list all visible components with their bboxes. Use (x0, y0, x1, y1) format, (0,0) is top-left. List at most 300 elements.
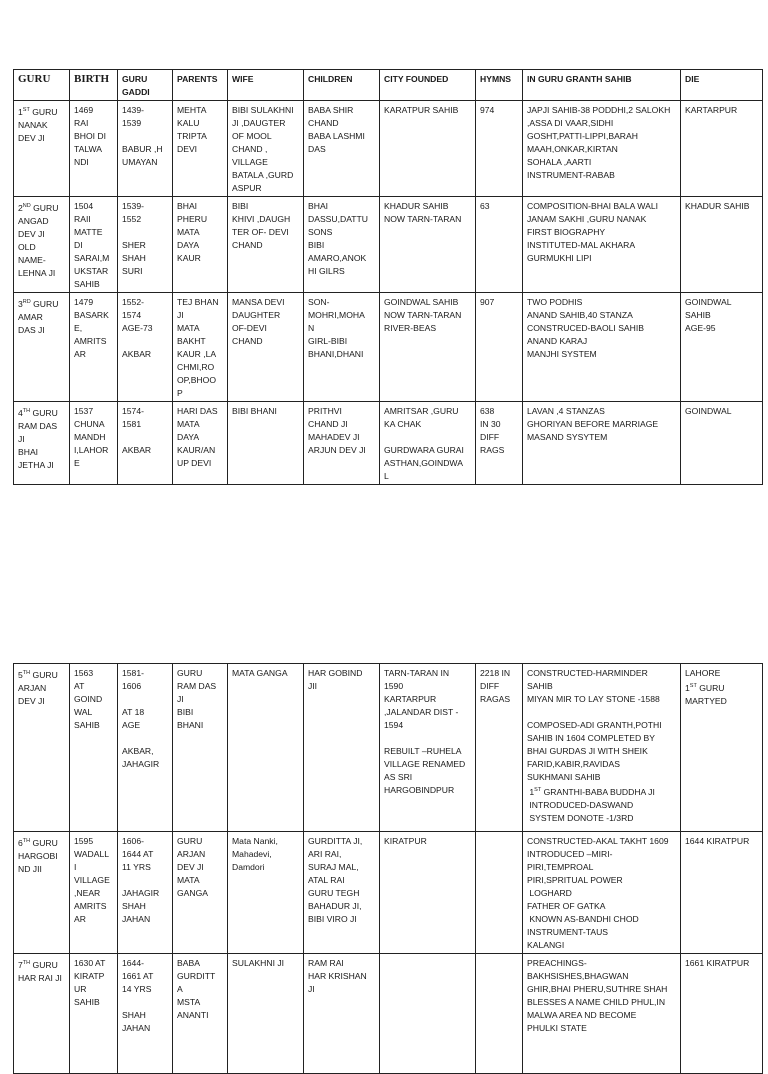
cell-text-line: SHAH (122, 253, 146, 263)
cell-text-line: UP DEVI (177, 458, 212, 468)
cell-text-line: ARJUN DEV JI (308, 445, 366, 455)
cell-text-line: SON- (308, 297, 330, 307)
cell-text-line: AKBAR (122, 349, 152, 359)
cell-text-line: 1563 (74, 668, 94, 678)
header-cell (476, 70, 523, 101)
cell-text-line: INTRODUCED –MIRI- (527, 849, 613, 859)
table-cell (70, 101, 118, 197)
cell-text-line: DIE (685, 74, 700, 84)
cell-text-line: SURAJ MAL, (308, 862, 359, 872)
table-row (14, 832, 763, 954)
cell-text-line: NANAK (18, 119, 48, 130)
table-cell (681, 197, 763, 293)
cell-text-line: TRIPTA (177, 131, 207, 141)
cell-text-line (384, 732, 472, 745)
cell-text-line (527, 706, 677, 719)
table-cell (118, 664, 173, 832)
cell-text-line: RAM DAS (18, 420, 58, 431)
cell-text-line: MATA (177, 419, 200, 429)
cell-text-line: MATTE (74, 227, 103, 237)
cell-text-line: 1661 KIRATPUR (685, 958, 750, 968)
table-cell (380, 832, 476, 954)
cell-text-line: HYMNS (480, 74, 512, 84)
cell-text-line: WAL (74, 707, 93, 717)
cell-text-line: IN GURU GRANTH SAHIB (527, 74, 632, 84)
cell-text-line: SYSTEM DONOTE -1/3RD (527, 812, 634, 823)
table-cell (380, 197, 476, 293)
cell-text-line: 1504 (74, 201, 94, 211)
cell-text-line: DEV JI (18, 228, 45, 239)
cell-text-line: MOHRI,MOHA (308, 310, 365, 320)
cell-text-line: LOGHARD (527, 888, 572, 898)
cell-text-line: MASAND SYSYTEM (527, 432, 608, 442)
cell-text-line: TER OF- DEVI (232, 227, 289, 237)
cell-text-line: JI (18, 433, 25, 444)
table-cell (118, 954, 173, 1074)
cell-text-line: SAHIB (685, 310, 711, 320)
cell-text-line (480, 835, 519, 848)
cell-text-line: BIBI BHANI (232, 406, 277, 416)
cell-text-line: 14 YRS (122, 984, 152, 994)
cell-text-line: ASPUR (232, 183, 262, 193)
cell-text-line: 974 (480, 105, 495, 115)
cell-text-line: 63 (480, 201, 490, 211)
cell-text-line: 907 (480, 297, 495, 307)
cell-text-line: COMPOSED-ADI GRANTH,POTHI (527, 720, 662, 730)
cell-text-line: BHAI GURDAS JI WITH SHEIK (527, 746, 648, 756)
cell-text-line: DEV JI (177, 862, 204, 872)
table-cell (476, 954, 523, 1074)
cell-text-line: AMRITS (74, 336, 107, 346)
cell-text-line: HI GILRS (308, 266, 345, 276)
cell-text-line: RAGS (480, 445, 505, 455)
cell-text-line: 3RD GURU (18, 298, 59, 309)
table-cell (681, 954, 763, 1074)
cell-text-line: 1630 AT (74, 958, 106, 968)
cell-text-line: MAAH,ONKAR,KIRTAN (527, 144, 618, 154)
cell-text-line: 1ST GRANTHI-BABA BUDDHA JI (527, 786, 655, 797)
cell-text-line: REBUILT –RUHELA (384, 746, 462, 756)
cell-text-line: 1661 AT (122, 971, 154, 981)
cell-text-line: GADDI (122, 87, 150, 97)
cell-text-line: RAM RAI (308, 958, 344, 968)
cell-text-line: TALWA (74, 144, 103, 154)
cell-text-line: MIYAN MIR TO LAY STONE -1588 (527, 694, 660, 704)
table-cell (173, 832, 228, 954)
table-cell (118, 293, 173, 402)
cell-text-line: 1644 KIRATPUR (685, 836, 750, 846)
cell-text-line: KIRATP (74, 971, 105, 981)
cell-text-line: SUKHMANI SAHIB (527, 772, 601, 782)
cell-text-line: BABUR ,H (122, 144, 163, 154)
table-cell (523, 101, 681, 197)
table-cell (304, 664, 380, 832)
cell-text-line: ANAND KARAJ (527, 336, 588, 346)
cell-text-line: VILLAGE RENAMED (384, 759, 466, 769)
table-cell (228, 197, 304, 293)
cell-text-line: AGE (122, 720, 141, 730)
cell-text-line: 1ST GURU (685, 682, 725, 693)
cell-text-line: AKBAR (122, 445, 152, 455)
cell-text-line: JANAM SAKHI ,GURU NANAK (527, 214, 647, 224)
cell-text-line (122, 226, 169, 239)
cell-text-line: ARI RAI, (308, 849, 342, 859)
header-cell (70, 70, 118, 101)
cell-text-line: SONS (308, 227, 333, 237)
cell-text-line (384, 431, 472, 444)
cell-text-line: SURI (122, 266, 143, 276)
cell-text-line: 1581- (122, 668, 144, 678)
cell-text-line: SOHALA ,AARTI (527, 157, 592, 167)
cell-text-line: FATHER OF GATKA (527, 901, 606, 911)
header-cell (681, 70, 763, 101)
cell-text-line: JETHA JI (18, 459, 54, 470)
cell-text-line: GURU TEGH (308, 888, 360, 898)
header-cell (228, 70, 304, 101)
cell-text-line: DEVI (177, 144, 198, 154)
cell-text-line: NOW TARN-TARAN (384, 310, 462, 320)
table-row (14, 664, 763, 832)
cell-text-line: SHAH (122, 1010, 146, 1020)
cell-text-line: CHMI,RO (177, 362, 215, 372)
cell-text-line: MANSA DEVI (232, 297, 285, 307)
table-cell (380, 101, 476, 197)
cell-text-line: MATA (177, 323, 200, 333)
cell-text-line: TWO PODHIS (527, 297, 583, 307)
guru-table-bottom (13, 663, 763, 1074)
cell-text-line: CHAND (308, 118, 339, 128)
cell-text-line: 4TH GURU (18, 407, 58, 418)
cell-text-line: ATAL RAI (308, 875, 345, 885)
table-cell (228, 293, 304, 402)
cell-text-line: SAHIB (74, 279, 100, 289)
cell-text-line: PRITHVI (308, 406, 342, 416)
cell-text-line: GURU (177, 836, 203, 846)
cell-text-line: DAS JI (18, 324, 45, 335)
cell-text-line: AKBAR, (122, 746, 154, 756)
cell-text-line: BHOI DI (74, 131, 106, 141)
cell-text-line: PHERU (177, 214, 208, 224)
cell-text-line: JI ,DAUGTER (232, 118, 286, 128)
cell-text-line: 1552 (122, 214, 142, 224)
cell-text-line: Mahadevi, (232, 849, 272, 859)
cell-text-line (480, 957, 519, 970)
cell-text-line: KA CHAK (384, 419, 422, 429)
cell-text-line: 1590 (384, 681, 404, 691)
table-cell (476, 293, 523, 402)
table-cell (476, 664, 523, 832)
cell-text-line: MSTA (177, 997, 201, 1007)
cell-text-line: VILLAGE (232, 157, 268, 167)
cell-text-line: ,NEAR (74, 888, 101, 898)
cell-text-line: OLD (18, 241, 36, 252)
cell-text-line: KARTARPUR (384, 694, 437, 704)
table-cell (14, 664, 70, 832)
cell-text-line: BLESSES A NAME CHILD PHUL,IN (527, 997, 666, 1007)
cell-text-line: 1644 AT (122, 849, 154, 859)
cell-text-line: 1574- (122, 406, 144, 416)
cell-text-line: KARTARPUR (685, 105, 738, 115)
cell-text-line: LEHNA JI (18, 267, 56, 278)
table-cell (523, 832, 681, 954)
cell-text-line: DIFF (480, 681, 500, 691)
cell-text-line: GHORIYAN BEFORE MARRIAGE (527, 419, 659, 429)
cell-text-line: HARGOBINDPUR (384, 785, 455, 795)
cell-text-line: E (74, 458, 80, 468)
cell-text-line: 2ND GURU (18, 202, 59, 213)
cell-text-line: ANAND SAHIB,40 STANZA (527, 310, 633, 320)
cell-text-line: BABA LASHMI (308, 131, 365, 141)
cell-text-line: GANGA (177, 888, 209, 898)
cell-text-line: KHADUR SAHIB (384, 201, 449, 211)
cell-text-line: BABA SHIR (308, 105, 354, 115)
cell-text-line: BIRTH (74, 73, 110, 85)
cell-text-line: GHIR,BHAI PHERU,SUTHRE SHAH (527, 984, 668, 994)
header-cell (118, 70, 173, 101)
cell-text-line: 1439- (122, 105, 144, 115)
cell-text-line: ,JALANDAR DIST - (384, 707, 459, 717)
cell-text-line: 11 YRS (122, 862, 151, 872)
cell-text-line: N (308, 323, 315, 333)
cell-text-line: GURU (18, 73, 51, 85)
cell-text-line: 1581 (122, 419, 142, 429)
cell-text-line (122, 874, 169, 887)
cell-text-line: PREACHINGS- (527, 958, 587, 968)
cell-text-line: GURDITT (177, 971, 216, 981)
cell-text-line: GIRL-BIBI (308, 336, 348, 346)
cell-text-line: AMRITSAR ,GURU (384, 406, 459, 416)
cell-text-line: GOINDWAL (685, 297, 732, 307)
cell-text-line: ND JII (18, 863, 42, 874)
cell-text-line: INSTITUTED-MAL AKHARA (527, 240, 636, 250)
table-cell (304, 197, 380, 293)
cell-text-line: HAR KRISHAN (308, 971, 367, 981)
cell-text-line: BIBI (177, 707, 194, 717)
table-cell (118, 197, 173, 293)
cell-text-line: PARENTS (177, 74, 218, 84)
cell-text-line: P (177, 388, 183, 398)
cell-text-line (122, 996, 169, 1009)
cell-text-line: I,LAHOR (74, 445, 109, 455)
cell-text-line: SAHIB (527, 681, 553, 691)
cell-text-line: INSTRUMENT-RABAB (527, 170, 615, 180)
cell-text-line: GOIND (74, 694, 103, 704)
cell-text-line (122, 693, 169, 706)
cell-text-line: JII (308, 681, 318, 691)
cell-text-line: GURMUKHI LIPI (527, 253, 592, 263)
cell-text-line: JAPJI SAHIB-38 PODDHI,2 SALOKH (527, 105, 671, 115)
cell-text-line: BIBI VIRO JI (308, 914, 357, 924)
header-cell (14, 70, 70, 101)
cell-text-line: 1595 (74, 836, 94, 846)
cell-text-line: BIBI (232, 201, 249, 211)
cell-text-line: MATA (177, 227, 200, 237)
cell-text-line: AT (74, 681, 85, 691)
cell-text-line: KAUR ,LA (177, 349, 217, 359)
table-cell (228, 954, 304, 1074)
cell-text-line: JAHAGIR (122, 888, 160, 898)
table-cell (228, 664, 304, 832)
cell-text-line: MAHADEV JI (308, 432, 360, 442)
cell-text-line: CONSTRUCTED-AKAL TAKHT 1609 (527, 836, 669, 846)
cell-text-line: HARGOBI (18, 850, 58, 861)
cell-text-line: 1644- (122, 958, 144, 968)
cell-text-line: AGE-73 (122, 323, 153, 333)
table-cell (14, 293, 70, 402)
table-cell (681, 832, 763, 954)
cell-text-line: MATA (177, 875, 200, 885)
cell-text-line: ANGAD (18, 215, 49, 226)
cell-text-line: CONSTRUCTED-HARMINDER (527, 668, 648, 678)
cell-text-line: ANANTI (177, 1010, 209, 1020)
cell-text-line: NAME- (18, 254, 46, 265)
cell-text-line: SAHIB (74, 997, 100, 1007)
table-cell (681, 101, 763, 197)
cell-text-line: Damdori (232, 862, 265, 872)
table-row (14, 293, 763, 402)
cell-text-line: GURU (122, 74, 148, 84)
cell-text-line: BHANI (177, 720, 204, 730)
cell-text-line: Mata Nanki, (232, 836, 278, 846)
table-cell (228, 832, 304, 954)
cell-text-line: NDI (74, 157, 89, 167)
cell-text-line: AMAR (18, 311, 43, 322)
cell-text-line: WADALL (74, 849, 110, 859)
cell-text-line: UR (74, 984, 87, 994)
table-cell (380, 664, 476, 832)
cell-text-line: GOINDWAL SAHIB (384, 297, 459, 307)
cell-text-line: MANDH (74, 432, 106, 442)
cell-text-line: BHAI (18, 446, 39, 457)
cell-text-line: BHANI,DHANI (308, 349, 364, 359)
cell-text-line: 1469 (74, 105, 94, 115)
cell-text-line: 1539 (122, 118, 142, 128)
cell-text-line: DAYA (177, 240, 200, 250)
cell-text-line: MATA GANGA (232, 668, 288, 678)
cell-text-line: HARI DAS (177, 406, 218, 416)
cell-text-line: GURDITTA JI, (308, 836, 363, 846)
cell-text-line: RAGAS (480, 694, 511, 704)
cell-text-line: 1594 (384, 720, 404, 730)
cell-text-line: TARN-TARAN IN (384, 668, 450, 678)
cell-text-line: 638 (480, 406, 495, 416)
cell-text-line: A (177, 984, 183, 994)
table-cell (70, 664, 118, 832)
table-cell (380, 293, 476, 402)
table-cell (70, 832, 118, 954)
table-cell (681, 664, 763, 832)
cell-text-line: RAII (74, 214, 91, 224)
cell-text-line: BASARK (74, 310, 109, 320)
cell-text-line: DEV JI (18, 695, 45, 706)
cell-text-line: ,ASSA DI VAAR,SIDHI (527, 118, 614, 128)
cell-text-line: CHUNA (74, 419, 105, 429)
cell-text-line: BIBI (308, 240, 325, 250)
table-body (14, 664, 763, 1074)
cell-text-line: PIRI,SPRITUAL POWER (527, 875, 623, 885)
table-cell (476, 101, 523, 197)
cell-text-line: SHAH (122, 901, 146, 911)
cell-text-line: PHULKI STATE (527, 1023, 587, 1033)
table-cell (304, 293, 380, 402)
header-cell (523, 70, 681, 101)
cell-text-line: FIRST BIOGRAPHY (527, 227, 606, 237)
table-row (14, 954, 763, 1074)
cell-text-line: BAKHT (177, 336, 206, 346)
table-cell (118, 101, 173, 197)
table-cell (380, 954, 476, 1074)
header-cell (380, 70, 476, 101)
cell-text-line: BAKHSISHES,BHAGWAN (527, 971, 629, 981)
table-cell (304, 832, 380, 954)
cell-text-line: BHAI (308, 201, 329, 211)
cell-text-line: 1606 (122, 681, 142, 691)
cell-text-line: HAR RAI JI (18, 972, 62, 983)
cell-text-line: JI (177, 310, 184, 320)
table-cell (70, 197, 118, 293)
cell-text-line: KALU (177, 118, 200, 128)
cell-text-line: 1537 (74, 406, 94, 416)
header-cell (173, 70, 228, 101)
cell-text-line: 1539- (122, 201, 144, 211)
table-cell (173, 197, 228, 293)
cell-text-line: OF MOOL (232, 131, 272, 141)
cell-text-line: AR (74, 914, 86, 924)
table-cell (523, 664, 681, 832)
cell-text-line: RAI (74, 118, 89, 128)
cell-text-line (384, 957, 472, 970)
cell-text-line: AS SRI (384, 772, 413, 782)
table-cell (173, 954, 228, 1074)
cell-text-line: SULAKHNI JI (232, 958, 285, 968)
cell-text-line: 2218 IN (480, 668, 511, 678)
cell-text-line: COMPOSITION-BHAI BALA WALI (527, 201, 658, 211)
cell-text-line (122, 335, 169, 348)
table-cell (523, 293, 681, 402)
table-cell (14, 101, 70, 197)
cell-text-line: MANJHI SYSTEM (527, 349, 597, 359)
cell-text-line: INSTRUMENT-TAUS (527, 927, 609, 937)
cell-text-line: SARAI,M (74, 253, 110, 263)
cell-text-line: DIFF (480, 432, 500, 442)
cell-text-line: TEJ BHAN (177, 297, 219, 307)
guru-table-top (13, 69, 763, 485)
cell-text-line: ARJAN (177, 849, 206, 859)
cell-text-line: CONSTRUCED-BAOLI SAHIB (527, 323, 644, 333)
cell-text-line: KHADUR SAHIB (685, 201, 750, 211)
table-cell (476, 832, 523, 954)
cell-text-line: HAR GOBIND (308, 668, 363, 678)
cell-text-line: JAHAN (122, 1023, 151, 1033)
cell-text-line: PIRI,TEMPROAL (527, 862, 594, 872)
cell-text-line: BAHADUR JI, (308, 901, 362, 911)
table-cell (681, 293, 763, 402)
cell-text-line (122, 732, 169, 745)
cell-text-line: VILLAGE (74, 875, 110, 885)
cell-text-line: WIFE (232, 74, 254, 84)
cell-text-line: UKSTAR (74, 266, 109, 276)
cell-text-line: SAHIB (74, 720, 100, 730)
cell-text-line: 1552- (122, 297, 144, 307)
table-cell (523, 197, 681, 293)
cell-text-line: LAVAN ,4 STANZAS (527, 406, 605, 416)
cell-text-line: BIBI SULAKHNI (232, 105, 294, 115)
cell-text-line: NOW TARN-TARAN (384, 214, 462, 224)
cell-text-line (122, 130, 169, 143)
cell-text-line: I (74, 862, 77, 872)
cell-text-line: GOINDWAL (685, 406, 732, 416)
table-cell (476, 197, 523, 293)
